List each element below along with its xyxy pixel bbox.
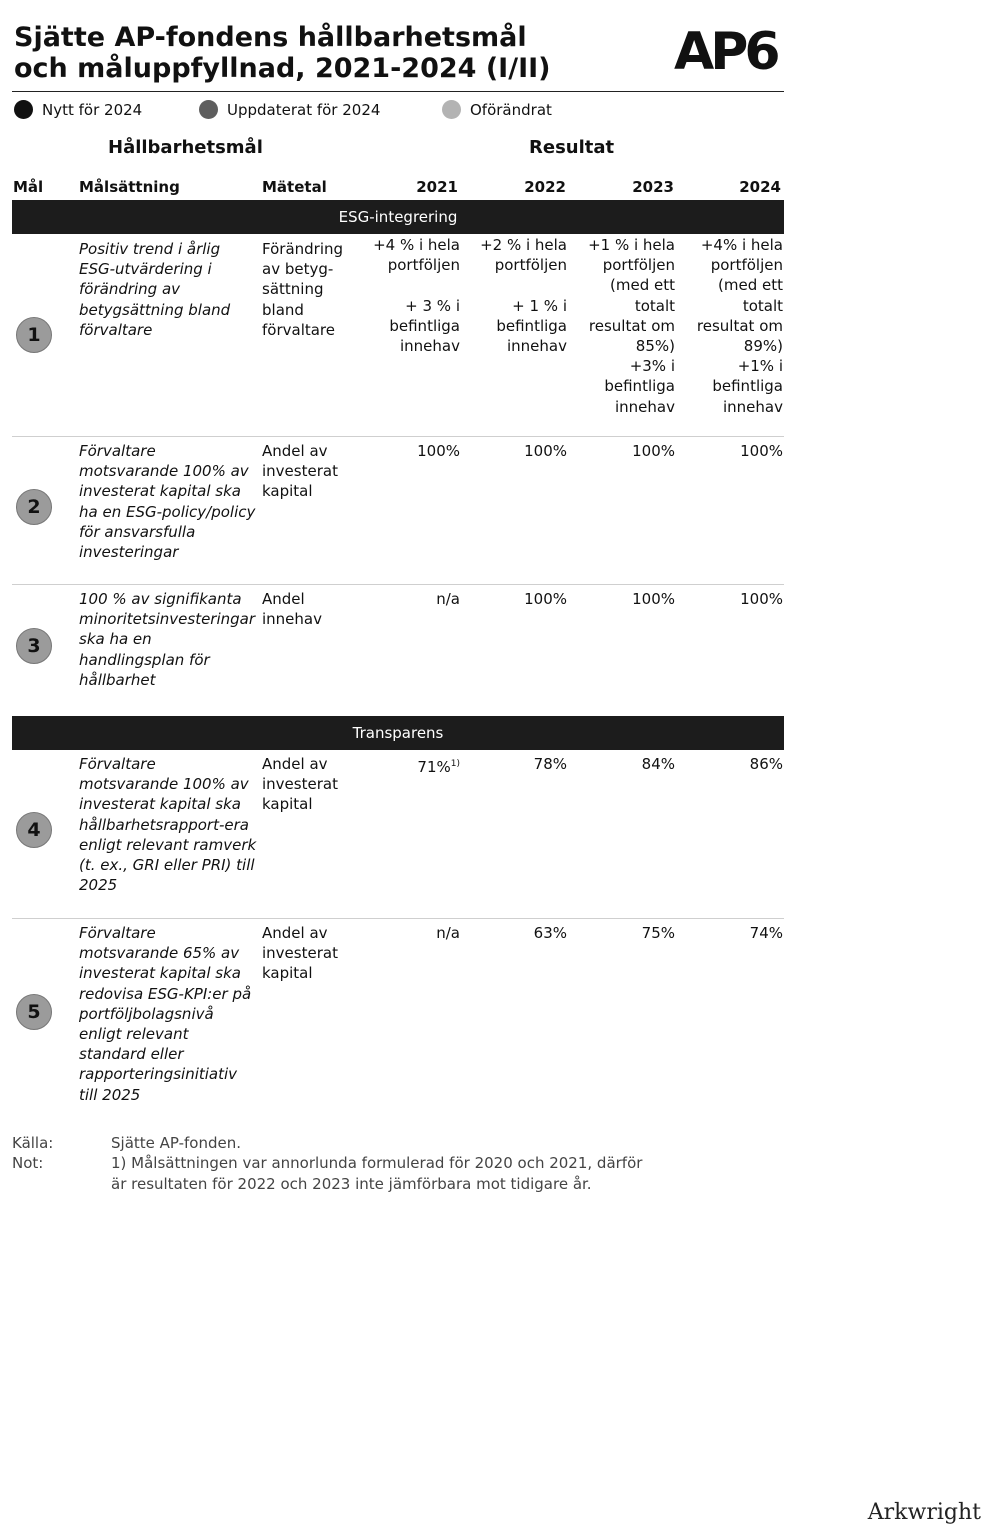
goal-text: Förvaltare motsvarande 100% av investerat kapital ska hållbarhetsrapport-era enligt relevant ramverk (t. ex., GRI eller PRI) till 2025 [79,755,257,895]
column-header-2024: 2024 [739,178,781,196]
column-header-num: Mål [13,178,44,196]
goal-number-badge: 2 [16,489,52,525]
result-2024: 74% [749,924,783,942]
result-2022: +2 % i hela portföljen + 1 % i befintliga innehav [480,236,567,356]
legend-label: Nytt för 2024 [42,100,143,119]
result-2022: 78% [533,755,567,773]
result-2024: +4% i hela portföljen (med ett totalt resultat om 89%) +1% i befintliga innehav [696,236,783,416]
goal-text: Förvaltare motsvarande 65% av investerat kapital ska redovisa ESG-KPI:er på portföljbolagsnivå enligt relevant standard eller rapporteringsinitiativ till 2025 [79,924,252,1104]
goal-number-badge: 4 [16,812,52,848]
result-2022: 63% [533,924,567,942]
legend-dot-icon [442,100,461,119]
result-2021: +4 % i hela portföljen + 3 % i befintliga innehav [373,236,460,356]
result-2023: 75% [641,924,675,942]
metric-text: Andel av investerat kapital [262,755,338,814]
header-divider [12,91,784,92]
group-header-results: Resultat [529,137,615,158]
result-2024: 100% [740,442,783,460]
metric-text: Förändring av betyg-sättning bland förvaltare [262,240,344,339]
result-2023: +1 % i hela portföljen (med ett totalt resultat om 85%) +3% i befintliga innehav [588,236,675,416]
section-band-esg: ESG-integrering [12,200,784,234]
result-2021: n/a [436,924,460,942]
group-header-goals: Hållbarhetsmål [108,137,263,158]
page-title [14,22,551,84]
source-label: Källa: [12,1134,54,1152]
legend-item-unchanged [442,100,552,119]
metric-text: Andel av investerat kapital [262,924,338,983]
note-line: 1) Målsättningen var annorlunda formulerad för 2020 och 2021, därför [111,1154,643,1172]
column-header-2022: 2022 [524,178,566,196]
arkwright-brand: Arkwright [867,1500,981,1525]
result-2024: 86% [749,755,783,773]
goal-text: 100 % av signifikanta minoritetsinvesteringar ska ha en handlingsplan för hållbarhet [79,590,256,689]
goal-number-badge: 3 [16,628,52,664]
legend-item-new [14,100,142,119]
result-value: 71% [417,758,451,776]
column-header-metric: Mätetal [262,178,327,196]
legend-dot-icon [14,100,33,119]
note-line: är resultaten för 2022 och 2023 inte jämförbara mot tidigare år. [111,1174,592,1193]
result-2024: 100% [740,590,783,608]
goal-text: Positiv trend i årlig ESG-utvärdering i förändring av betygsättning bland förvaltare [79,240,231,339]
metric-text: Andel av investerat kapital [262,442,338,501]
footnote-marker: 1) [450,759,460,769]
column-header-2023: 2023 [632,178,674,196]
ap6-logo: AP6 [674,22,777,82]
column-header-2021: 2021 [416,178,458,196]
legend-label: Uppdaterat för 2024 [227,100,381,119]
title-line-1: Sjätte AP-fondens hållbarhetsmål [14,22,527,53]
metric-text: Andel innehav [262,590,322,629]
legend-item-updated [199,100,380,119]
note-label: Not: [12,1154,44,1172]
row-divider [12,584,784,585]
result-2021: n/a [436,590,460,608]
result-2021: 100% [417,442,460,460]
legend-label: Oförändrat [470,100,552,119]
column-header-goal: Målsättning [79,178,180,196]
result-2022: 100% [524,590,567,608]
source-text: Sjätte AP-fonden. [111,1134,242,1152]
result-2023: 100% [632,442,675,460]
section-band-transparency: Transparens [12,716,784,750]
result-2023: 84% [641,755,675,773]
row-divider [12,436,784,437]
title-line-2: och måluppfyllnad, 2021-2024 (I/II) [14,53,551,84]
goal-text: Förvaltare motsvarande 100% av investerat kapital ska ha en ESG-policy/policy för ansvarsfulla investeringar [79,442,256,562]
row-divider [12,918,784,919]
result-2022: 100% [524,442,567,460]
legend-dot-icon [199,100,218,119]
result-2021 [358,754,460,777]
result-2023: 100% [632,590,675,608]
note-text [111,1153,642,1194]
goal-number-badge: 5 [16,994,52,1030]
goal-number-badge: 1 [16,317,52,353]
